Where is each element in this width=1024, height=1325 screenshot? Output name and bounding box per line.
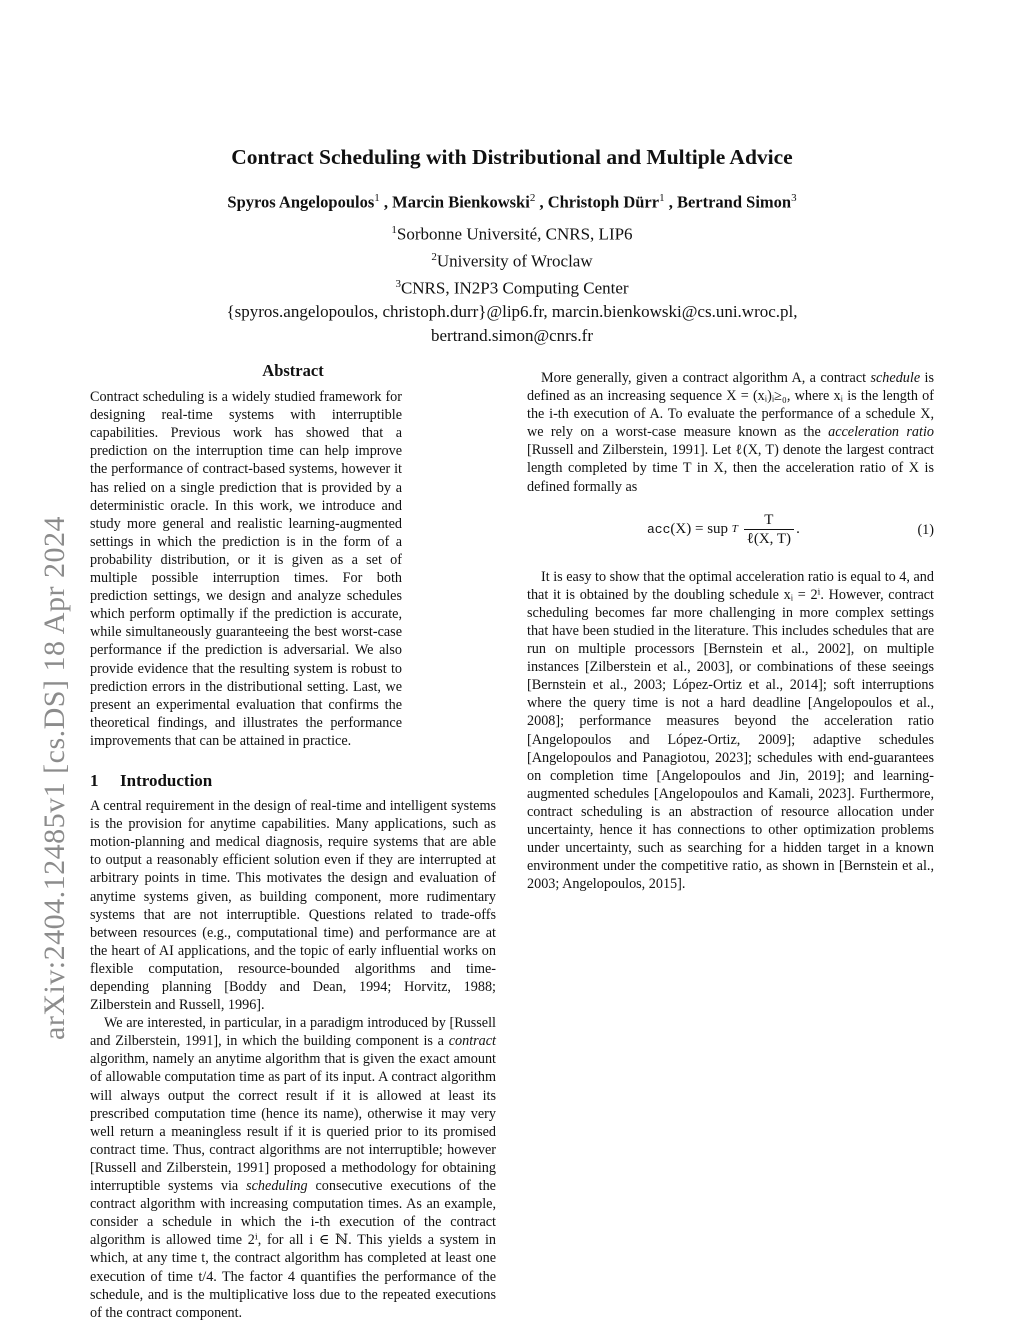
section-number: 1	[90, 770, 99, 790]
author-name: Marcin Bienkowski	[392, 192, 530, 212]
equation-number: (1)	[917, 521, 934, 538]
left-column	[90, 362, 496, 1322]
paragraph: We are interested, in particular, in a paradigm introduced by [Russell and Zilberstein, 1991], in which the building component is a contract algorithm, namely an anytime algorithm that is given the exact amount of allowable computation time as part of its input. A contract algorithm will always output the correct result if it is allowed at least its prescribed computation time (hence its name), otherwise it may very well return a meaningless result if it is queried prior to its promised contract time. Thus, contract algorithms are not interruptible; however [Russell and Zilberstein, 1991] proposed a methodology for obtaining interruptible systems via scheduling consecutive executions of the contract algorithm with increasing computation times. As an example, consider a schedule in which the i-th execution of the contract algorithm is allowed time 2ⁱ, for all i ∈ ℕ. This yields a system in which, at any time t, the contract algorithm has completed at least one execution of time t/4. The factor 4 quantifies the performance of the schedule, and is the multiplicative loss due to the repeated executions of the contract component.	[90, 1015, 496, 1321]
author-list: Spyros Angelopoulos$^1$ , Marcin Bienkowski$^2$ , Christoph Dürr$^1$ , Bertrand Simon$^3$	[227, 192, 797, 212]
paragraph: A central requirement in the design of real-time and intelligent systems is the provision for anytime capabilities. Many applications, such as motion-planning and medical diagnosis, require systems that are able to output a reasonably efficient solution even if they are interrupted at arbitrary points in time. This motivates the design and evaluation of anytime systems given, as building component, more rudimentary systems that are not interruptible. Questions related to trade-offs between resources (e.g., computational time) and performance are at the heart of AI applications, and the topic of early influential works on flexible computation, resource-bounded algorithms and time-depending planning [Boddy and Dean, 1994; Horvitz, 1988; Zilberstein and Russell, 1996].	[90, 798, 496, 1014]
author-affiliation-mark: 1	[659, 192, 665, 204]
equation-fraction: $\frac{T}{\text{ℓ(X, T)}}$	[744, 511, 794, 548]
paragraph: More generally, given a contract algorithm A, a contract schedule is defined as an increasing sequence X = (xᵢ)ᵢ≥₀, where xᵢ is the length of the i-th execution of A. To evaluate the performance of a schedule X, we rely on a worst-case measure known as the acceleration ratio [Russell and Zilberstein, 1991]. Let ℓ(X, T) denote the largest contract length completed by time T in X, then the acceleration ratio of X is defined formally as	[527, 370, 934, 495]
author-affiliation-mark: 3	[791, 192, 797, 204]
abstract-heading: Abstract	[262, 361, 324, 380]
equation-acceleration-ratio	[527, 506, 934, 556]
affiliation-line: $^2$University of Wroclaw	[431, 251, 593, 271]
author-name: Christoph Dürr	[547, 192, 660, 212]
arxiv-identifier-stamp: arXiv:2404.12485v1 [cs.DS] 18 Apr 2024	[38, 516, 71, 1040]
author-affiliation-mark: 2	[529, 192, 536, 204]
equation-body: acc(X) = sup T $\frac{T}{\text{ℓ(X, T)}}$ .	[647, 511, 800, 547]
email-line: bertrand.simon@cnrs.fr	[431, 325, 593, 345]
author-name: Bertrand Simon	[676, 192, 792, 212]
affiliation-block	[0, 219, 1024, 347]
affiliation-line: $^1$Sorbonne Université, CNRS, LIP6	[391, 224, 633, 244]
right-column	[527, 369, 934, 893]
affiliation-line: $^3$CNRS, IN2P3 Computing Center	[395, 278, 629, 298]
section-title: Introduction	[120, 770, 213, 790]
email-line: {spyros.angelopoulos, christoph.durr}@lip6.fr, marcin.bienkowski@cs.uni.wroc.pl,	[226, 302, 798, 322]
author-affiliation-mark: 1	[374, 192, 380, 204]
author-name: Spyros Angelopoulos	[227, 192, 375, 212]
paragraph: It is easy to show that the optimal acceleration ratio is equal to 4, and that it is obtained by the doubling schedule xᵢ = 2ⁱ. However, contract scheduling becomes far more challenging in more complex settings that have been studied in the literature. This includes schedules that are run on multiple processors [Bernstein et al., 2002], on multiple instances [Zilberstein et al., 2003], or combinations of these seeings [Bernstein et al., 2003; López-Ortiz et al., 2014]; soft interruptions where the query time is not a hard deadline [Angelopoulos et al., 2008]; performance measures beyond the acceleration ratio [Angelopoulos and López-Ortiz, 2009]; adaptive schedules [Angelopoulos and Panagiotou, 2023]; schedules with end-guarantees on completion time [Angelopoulos and Jin, 2019]; and learning-augmented schedules [Angelopoulos and Kamali, 2023]. Furthermore, contract scheduling is an abstraction of resource allocation under uncertainty, hence it has connections to other optimization problems under uncertainty, such as searching for a hidden target in a known environment under the competitive ratio, as shown in [Bernstein et al., 2003; Angelopoulos, 2015].	[527, 568, 934, 893]
paper-title: Contract Scheduling with Distributional and Multiple Advice	[231, 145, 793, 169]
section-heading	[90, 772, 496, 790]
abstract-text: Contract scheduling is a widely studied framework for designing real-time systems with interruptible capabilities. Previous work has showed that a prediction on the interruption time can help improve the performance of contract-based systems, however it has relied on a single prediction that is provided by a deterministic oracle. In this work, we introduce and study more general and realistic learning-augmented settings in which the prediction is in the form of a probability distribution, or it is given as a set of multiple possible interruption times. For both prediction settings, we design and analyze schedules which perform optimally if the prediction is accurate, while simultaneously guaranteeing the best worst-case performance if the prediction is adversarial. We also provide evidence that the resulting system is robust to prediction errors in the distributional setting. Last, we present an experimental evaluation that confirms the theoretical findings, and illustrates the performance improvements that can be attained in practice.	[90, 389, 402, 749]
